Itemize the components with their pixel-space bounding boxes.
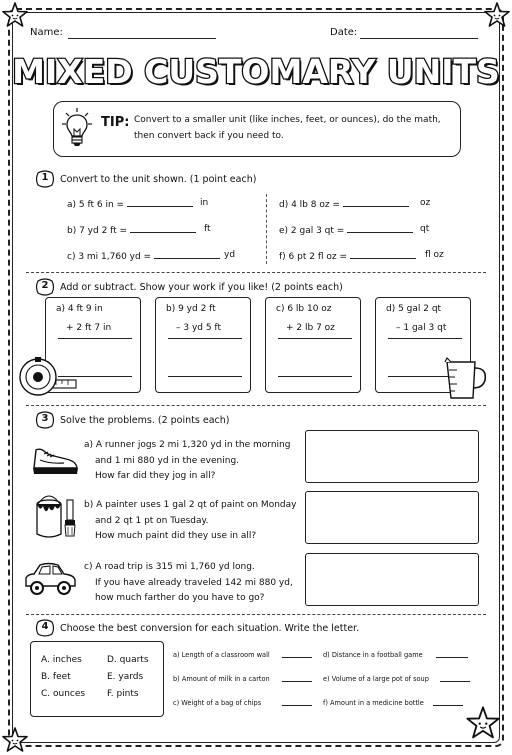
conversion-question: b) 7 yd 2 ft = (67, 224, 196, 236)
answer-blank[interactable] (347, 224, 413, 233)
match-answer-blank[interactable] (282, 657, 312, 658)
car-icon (22, 560, 78, 598)
paint-can-icon (34, 494, 80, 542)
conversion-question: d) 4 lb 8 oz = (279, 198, 409, 210)
option-item: A. inches (41, 655, 82, 665)
section-number-badge: 4 (35, 619, 55, 637)
work-box[interactable]: c) 6 lb 10 oz + 2 lb 7 oz (265, 297, 361, 393)
match-item: e) Volume of a large pot of soup (323, 675, 429, 683)
star-icon (2, 2, 28, 28)
lightbulb-icon (62, 107, 92, 151)
section-heading: Convert to the unit shown. (1 point each) (60, 174, 257, 185)
word-problem: c) A road trip is 315 mi 1,760 yd long. If you have already traveled 142 mi 880 yd, how much farther do you have to go? (84, 562, 293, 603)
unit-label: oz (420, 198, 431, 208)
match-answer-blank[interactable] (282, 681, 312, 682)
section-divider (26, 405, 486, 406)
section-divider (26, 614, 486, 615)
unit-label: in (200, 198, 209, 208)
name-label: Name: (30, 27, 63, 38)
section-number-badge: 2 (35, 278, 55, 296)
tip-label: TIP: (101, 115, 130, 130)
section-number-badge: 3 (35, 411, 55, 429)
section-heading: Add or subtract. Show your work if you like! (2 points each) (60, 282, 343, 293)
answer-box[interactable] (305, 491, 479, 544)
measuring-cup-icon (443, 356, 489, 402)
work-box[interactable]: b) 9 yd 2 ft – 3 yd 5 ft (155, 297, 251, 393)
answer-blank[interactable] (130, 224, 196, 233)
column-divider (266, 194, 267, 264)
match-answer-blank[interactable] (436, 657, 468, 658)
word-problem: a) A runner jogs 2 mi 1,320 yd in the morning and 1 mi 880 yd in the evening. How far did they jog in all? (84, 440, 291, 481)
section-number-badge: 1 (35, 170, 55, 188)
option-item: D. quarts (107, 655, 149, 665)
section-divider (26, 272, 486, 273)
star-icon (484, 2, 510, 28)
option-item: E. yards (107, 672, 144, 682)
options-box (30, 641, 164, 717)
tape-measure-icon (18, 356, 78, 398)
conversion-question: f) 6 pt 2 fl oz = (279, 250, 416, 262)
sneaker-icon (30, 442, 80, 478)
option-item: C. ounces (41, 689, 86, 699)
match-item: b) Amount of milk in a carton (173, 675, 270, 683)
conversion-question: a) 5 ft 6 in = (67, 198, 193, 210)
conversion-question: e) 2 gal 3 qt = (279, 224, 413, 236)
name-field[interactable] (68, 38, 216, 39)
section-heading: Solve the problems. (2 points each) (60, 415, 230, 426)
star-icon (466, 706, 500, 740)
match-item: d) Distance in a football game (323, 651, 423, 659)
date-label: Date: (330, 27, 358, 38)
star-icon (2, 727, 28, 753)
match-answer-blank[interactable] (282, 705, 312, 706)
page-title: MIXED CUSTOMARY UNITS (12, 52, 500, 91)
tip-line: Convert to a smaller unit (like inches, feet, or ounces), do the math, (134, 115, 441, 125)
word-problem: b) A painter uses 1 gal 2 qt of paint on Monday and 2 qt 1 pt on Tuesday. How much paint did they use in all? (84, 500, 297, 541)
answer-blank[interactable] (350, 250, 416, 259)
conversion-question: c) 3 mi 1,760 yd = (67, 250, 220, 262)
answer-blank[interactable] (154, 250, 220, 259)
work-box[interactable]: d) 5 gal 2 qt – 1 gal 3 qt (375, 297, 471, 393)
match-item: f) Amount in a medicine bottle (323, 699, 424, 707)
work-box[interactable]: a) 4 ft 9 in + 2 ft 7 in (45, 297, 141, 393)
answer-blank[interactable] (343, 198, 409, 207)
match-answer-blank[interactable] (433, 705, 463, 706)
match-item: c) Weight of a bag of chips (173, 699, 262, 707)
match-answer-blank[interactable] (440, 681, 470, 682)
section-heading: Choose the best conversion for each situation. Write the letter. (60, 623, 360, 634)
answer-box[interactable] (305, 430, 479, 483)
option-item: B. feet (41, 672, 71, 682)
tip-box (53, 101, 461, 157)
match-item: a) Length of a classroom wall (173, 651, 270, 659)
header-row (30, 27, 482, 43)
unit-label: yd (224, 250, 236, 260)
tip-text (134, 112, 454, 144)
answer-box[interactable] (305, 553, 479, 606)
tip-line: then convert back if you need to. (134, 131, 284, 141)
answer-blank[interactable] (127, 198, 193, 207)
unit-label: fl oz (425, 250, 444, 260)
unit-label: ft (204, 224, 211, 234)
option-item: F. pints (107, 689, 139, 699)
unit-label: qt (420, 224, 430, 234)
date-field[interactable] (360, 38, 478, 39)
